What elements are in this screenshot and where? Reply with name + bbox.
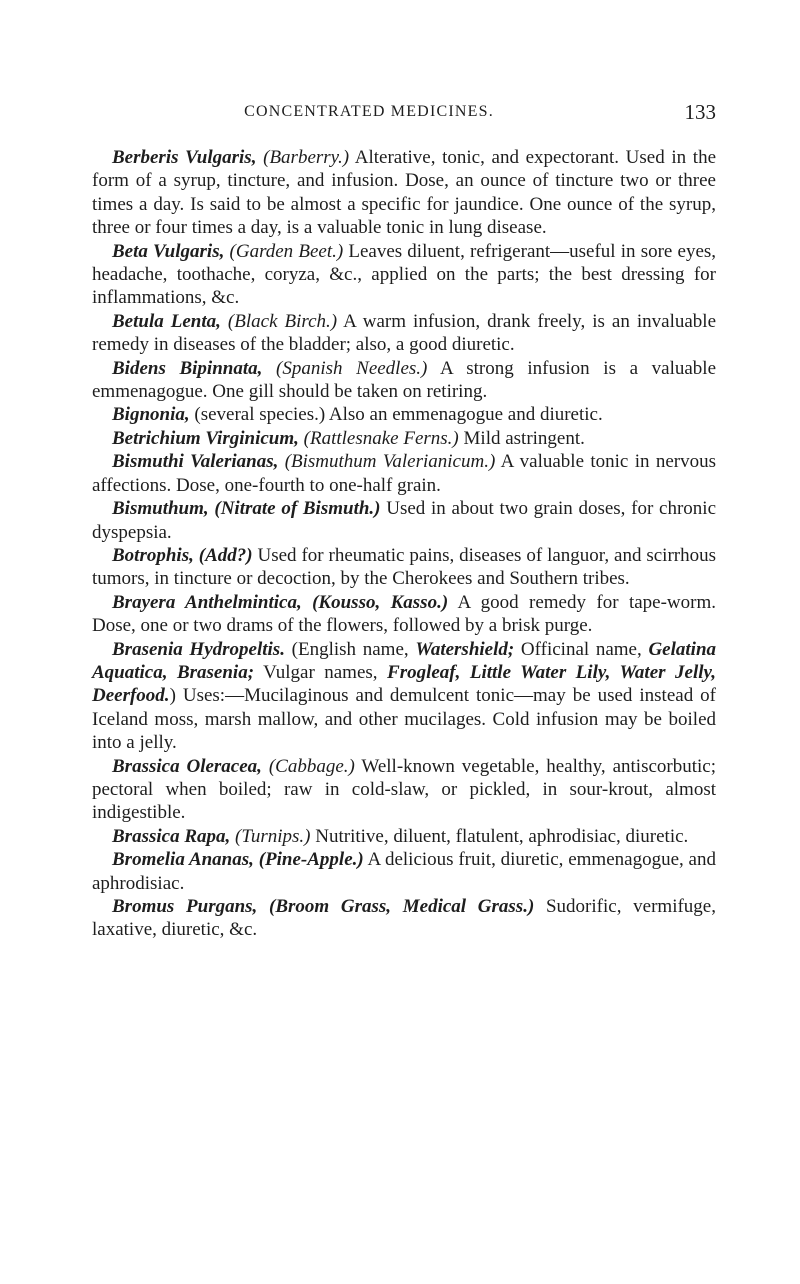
- entry-term: Brassica Oleracea,: [112, 755, 262, 777]
- entry-term: Brasenia Hydropeltis.: [112, 638, 285, 660]
- entry-term: Bismuthum,: [112, 498, 209, 520]
- entry-term: Bignonia,: [112, 404, 190, 426]
- entry-text: A good remedy for tape-worm. Dose, one or two drams of the flowers, followed by a brisk purge.: [92, 591, 716, 637]
- entry-botrophis: [92, 544, 716, 591]
- entry-term: Botrophis,: [112, 544, 194, 566]
- entry-term: Beta Vulgaris,: [112, 240, 225, 262]
- entry-common-name: (Kousso, Kasso.): [312, 591, 449, 613]
- entry-text: Used in about two grain doses, for chronic dyspepsia.: [92, 498, 717, 543]
- entry-brassica-oleracea: [92, 755, 716, 825]
- entry-bignonia: [92, 403, 716, 426]
- entry-betula-lenta: [92, 310, 716, 357]
- entry-bidens-bipinnata: [92, 357, 716, 404]
- entry-text-part: ) Uses:—Mucilaginous and demulcent tonic—may be used instead of Iceland moss, marsh mallow, and other mucilages. Cold infusion may be boiled into a jelly.: [92, 685, 716, 754]
- entry-brayera-anthelmintica: [92, 591, 716, 638]
- entry-term: Brassica Rapa,: [112, 825, 231, 847]
- entry-term: Bismuthi Valerianas,: [112, 451, 279, 473]
- entry-common-name: (Bismuthum Valerianicum.): [284, 451, 496, 473]
- entry-text: Leaves diluent, refrigerant—useful in sore eyes, headache, toothache, coryza, &c., applied on the parts; the best dressing for inflammations, &c.: [92, 240, 717, 309]
- entry-text: Nutritive, diluent, flatulent, aphrodisiac, diuretic.: [310, 825, 689, 847]
- entry-common-name: (Cabbage.): [268, 755, 355, 777]
- running-head: CONCENTRATED MEDICINES.: [244, 103, 494, 120]
- entry-common-name: (Black Birch.): [227, 310, 338, 332]
- entry-brasenia-hydropeltis: [92, 638, 716, 755]
- entry-bromelia-ananas: [92, 848, 716, 895]
- entry-common-name: (Barberry.): [263, 147, 350, 168]
- entry-brassica-rapa: [92, 825, 716, 848]
- entry-common-name: (Spanish Needles.): [276, 357, 428, 379]
- page-number: 133: [684, 100, 716, 124]
- entry-bromus-purgans: [92, 895, 716, 942]
- entry-text: A warm infusion, drank freely, is an invaluable remedy in diseases of the bladder; also, a good diuretic.: [92, 310, 716, 356]
- entry-term: Brayera Anthelmintica,: [112, 591, 302, 613]
- entry-bismuthum: [92, 497, 716, 544]
- entry-vulgar-names: Frogleaf, Little Water Lily, Water Jelly, Deerfood.: [92, 661, 716, 707]
- entry-english-name: Watershield;: [415, 638, 515, 660]
- entry-text: (several species.) Also an emmenagogue and diuretic.: [189, 404, 603, 426]
- entry-common-name: (Rattlesnake Ferns.): [303, 427, 459, 449]
- entry-text: A valuable tonic in nervous affections. Dose, one-fourth to one-half grain.: [92, 451, 716, 496]
- entry-common-name: (Nitrate of Bismuth.): [214, 498, 381, 520]
- entry-officinal-name: Gelatina Aquatica, Brasenia;: [92, 638, 717, 683]
- entry-term: Betrichium Virginicum,: [112, 427, 299, 449]
- page-content: [92, 146, 716, 942]
- entry-text: Sudorific, vermifuge, laxative, diuretic, &c.: [92, 896, 716, 941]
- entry-common-name: (Broom Grass, Medical Grass.): [269, 896, 535, 917]
- entry-berberis-vulgaris: [92, 146, 716, 240]
- entry-text: Well-known vegetable, healthy, antiscorbutic; pectoral when boiled; raw in cold-slaw, or pickled, in sour-krout, almost indigestible.: [92, 755, 716, 824]
- entry-term: Bromelia Ananas,: [112, 849, 254, 871]
- entry-term: Bidens Bipinnata,: [112, 357, 263, 379]
- entry-term: Betula Lenta,: [112, 310, 221, 332]
- entry-bismuthi-valerianas: [92, 450, 716, 497]
- entry-beta-vulgaris: [92, 240, 716, 310]
- entry-common-name: (Garden Beet.): [229, 240, 344, 262]
- entry-text-part: Vulgar names,: [254, 661, 388, 683]
- entry-text-part: (English name,: [284, 638, 416, 660]
- entry-term: Berberis Vulgaris,: [112, 147, 257, 168]
- entry-common-name: (Add?): [198, 544, 253, 566]
- entry-text: Alterative, tonic, and expectorant. Used in the form of a syrup, tincture, and infusion. Dose, an ounce of tincture two or three times a day. Is said to be almost a specific for jaundice. One ounce of the syrup, three or four times a day, is a valuable tonic in lung disease.: [92, 147, 717, 239]
- entry-term: Bromus Purgans,: [112, 896, 258, 917]
- entry-text: A strong infusion is a valuable emmenagogue. One gill should be taken on retiring.: [92, 357, 717, 403]
- entry-text-part: Officinal name,: [514, 638, 649, 660]
- entry-text: A delicious fruit, diuretic, emmenagogue, and aphrodisiac.: [92, 849, 716, 894]
- entry-text: Used for rheumatic pains, diseases of languor, and scirrhous tumors, in tincture or decoction, by the Cherokees and Southern tribes.: [92, 544, 717, 590]
- entry-betrichium-virginicum: [92, 427, 716, 450]
- page-header: [92, 100, 716, 135]
- entry-text: Mild astringent.: [458, 427, 585, 449]
- entry-common-name: (Pine-Apple.): [258, 849, 364, 871]
- entry-common-name: (Turnips.): [235, 825, 311, 847]
